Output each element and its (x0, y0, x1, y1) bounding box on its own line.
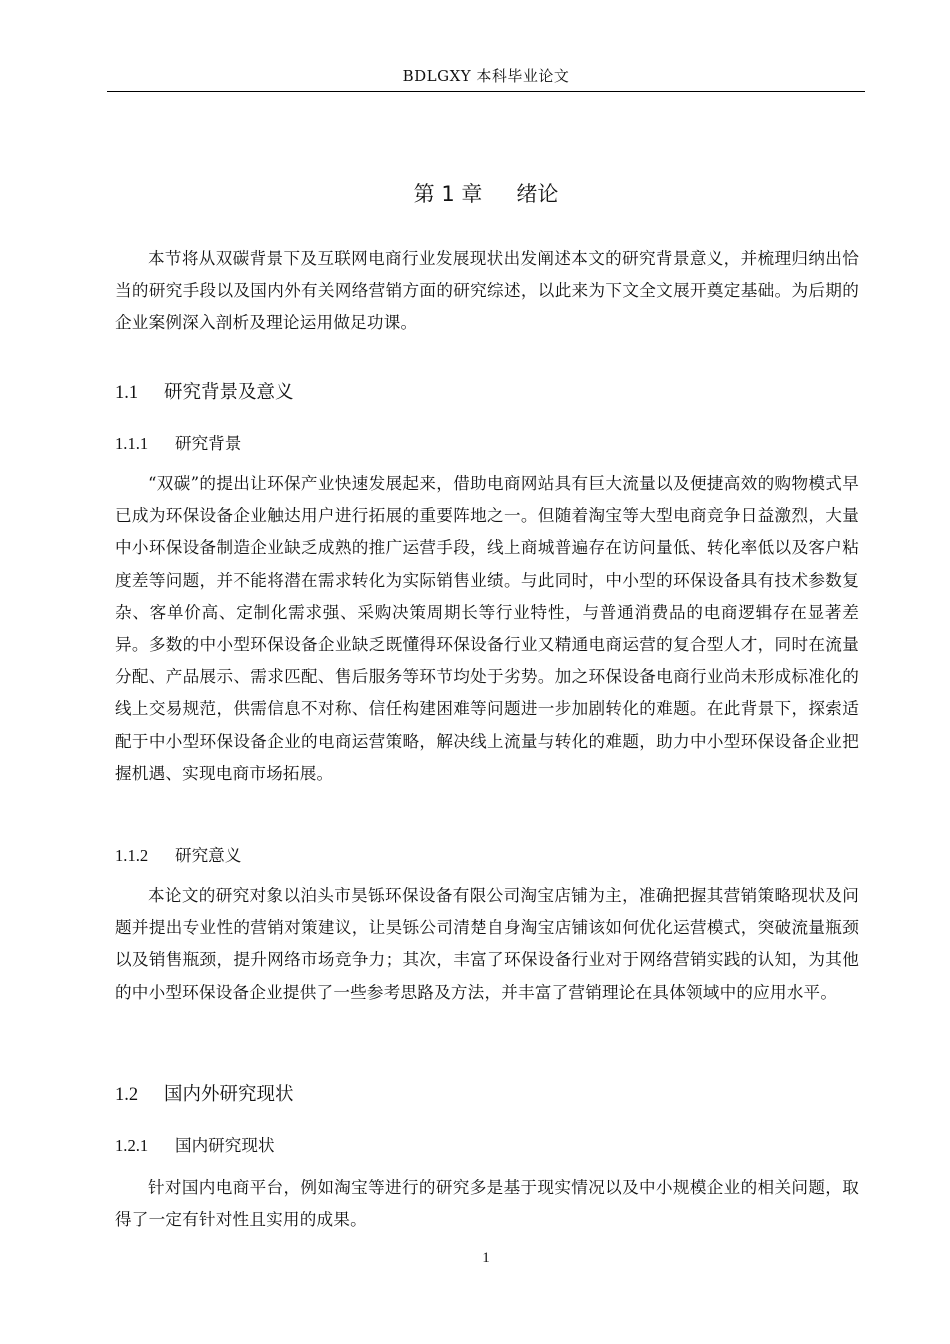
page-number: 1 (482, 1250, 490, 1266)
chapter-title (107, 178, 865, 210)
section-title: 研究背景及意义 (164, 382, 294, 403)
body-paragraph-domestic-research: 针对国内电商平台，例如淘宝等进行的研究多是基于现实情况以及中小规模企业的相关问题，取得了一定有针对性且实用的成果。 (115, 1178, 859, 1230)
section-number: 1.2 (115, 1085, 139, 1105)
body-paragraph-background: “双碳”的提出让环保产业快速发展起来，借助电商网站具有巨大流量以及便捷高效的购物模式早已成为环保设备企业触达用户进行拓展的重要阵地之一。但随着淘宝等大型电商竞争日益激烈，大量中小环保设备制造企业缺乏成熟的推广运营手段，线上商城普遍存在访问量低、转化率低以及客户粘度差等问题，并不能将潜在需求转化为实际销售业绩。与此同时，中小型的环保设备具有技术参数复杂、客单价高、定制化需求强、采购决策周期长等行业特性，与普通消费品的电商逻辑存在显著差异。多数的中小型环保设备企业缺乏既懂得环保设备行业又精通电商运营的复合型人才，同时在流量分配、产品展示、需求匹配、售后服务等环节均处于劣势。加之环保设备电商行业尚未形成标准化的线上交易规范，供需信息不对称、信任构建困难等问题进一步加剧转化的难题。在此背景下，探索适配于中小型环保设备企业的电商运营策略，解决线上流量与转化的难题，助力中小型环保设备企业把握机遇、实现电商市场拓展。 (115, 474, 859, 783)
body-paragraph-significance: 本论文的研究对象以泊头市昊铄环保设备有限公司淘宝店铺为主，准确把握其营销策略现状及问题并提出专业性的营销对策建议，让昊铄公司清楚自身淘宝店铺该如何优化运营模式，突破流量瓶颈以及销售瓶颈，提升网络市场竞争力；其次，丰富了环保设备行业对于网络营销实践的认知，为其他的中小型环保设备企业提供了一些参考思路及方法，并丰富了营销理论在具体领域中的应用水平。 (115, 886, 859, 1002)
subsection-title: 国内研究现状 (175, 1136, 275, 1155)
chapter-name: 绪论 (516, 182, 559, 206)
subsection-title: 研究意义 (175, 846, 242, 865)
subsection-number: 1.1.2 (115, 846, 149, 865)
subsection-number: 1.1.1 (115, 434, 149, 453)
running-header: BDLGXY 本科毕业论文 (402, 67, 570, 85)
intro-paragraph: 本节将从双碳背景下及互联网电商行业发展现状出发阐述本文的研究背景意义，并梳理归纳出恰当的研究手段以及国内外有关网络营销方面的研究综述，以此来为下文全文展开奠定基础。为后期的企业案例深入剖析及理论运用做足功课。 (115, 249, 859, 333)
section-number: 1.1 (115, 383, 139, 403)
subsection-heading-1-1-1 (115, 431, 241, 457)
chapter-number: 第 1 章 (413, 182, 483, 206)
subsection-heading-1-2-1 (115, 1133, 275, 1159)
header-rule (107, 91, 865, 92)
subsection-heading-1-1-2 (115, 843, 241, 869)
section-heading-1-1 (115, 379, 294, 407)
subsection-title: 研究背景 (175, 434, 242, 453)
section-heading-1-2 (115, 1081, 294, 1109)
subsection-number: 1.2.1 (115, 1136, 149, 1155)
section-title: 国内外研究现状 (164, 1084, 294, 1105)
